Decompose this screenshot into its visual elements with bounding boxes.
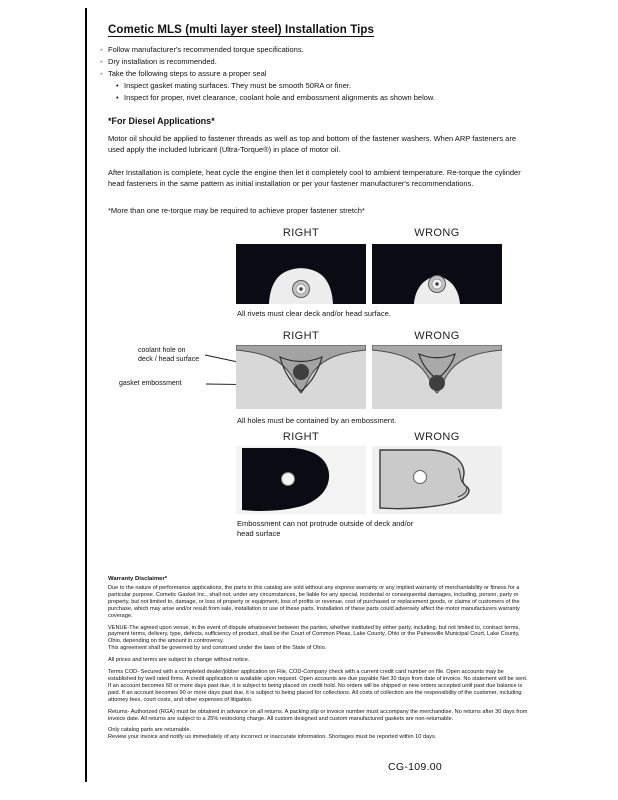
legal-paragraph: Returns- Authorized (RGA) must be obtained in advance on all returns. A packing slip or invoice number must accompany the merchandise. No returns after 30 days from invoice date. All returns are subject to a 25% restocking charge. All custom designed and custom manufactured gaskets are non-returnable. — [108, 708, 528, 722]
legal-paragraph: VENUE-The agreed upon venue, in the event of dispute whatsoever between the parties, whether instituted by either party, including, but not limited to, contract terms, payment terms, delivery, type, defects, sufficiency of product, shall be the Court of Common Pleas, Lake County, Ohio or the Painesville Municipal Court, Lake County, Ohio, depending on the amount in controversy. — [108, 624, 520, 645]
list-item — [100, 68, 530, 80]
legal-paragraph: Only catalog parts are returnable. — [108, 727, 192, 734]
coolant-callout-line1: coolant hole on — [138, 347, 186, 354]
tip-text: Inspect gasket mating surfaces. They must be smooth 50RA or finer. — [124, 81, 352, 90]
gasket-embossment-callout: gasket embossment — [119, 380, 182, 387]
diesel-paragraph-2: After Installation is complete, heat cycle the engine then let it completely cool to ambient temperature. Re-torque the cylinder head fasteners in the same pattern as initial installation or per your fastener manufacturer's recommendations. — [108, 168, 521, 188]
legal-paragraph: Terms COD- Secured with a completed dealer/jobber application on File, COD-Company check with a current credit card number on file. Open accounts may be established by well rated firms. A credit application is available upon request. Open accounts are due payable Net 30 days from date of invoice. No statement will be sent. If an account becomes 60 or more days past due, it is subject to being placed on credit hold. No orders will be shipped or new orders accepted until past due balance is paid. If an account becomes 90 or more days past due, it is subject to being placed for collections. All costs of collection are the responsibility of the customer, including attorney fees, court costs, and other expenses of litigation. — [108, 669, 528, 703]
wrong-label-row3: WRONG — [414, 431, 460, 443]
list-item — [100, 92, 530, 104]
wrong-label-row1: WRONG — [414, 227, 460, 239]
legal-paragraph: Review your invoice and notify us immediately of any incorrect or inaccurate information. Shortages must be reported within 10 days. — [108, 734, 437, 741]
protrusion-right-image — [236, 446, 366, 514]
bullet-marker: ◦ — [100, 69, 103, 78]
coolant-callout-line2: deck / head surface — [138, 356, 200, 363]
row1-caption: All rivets must clear deck and/or head surface. — [237, 309, 391, 318]
wrong-label-row2: WRONG — [414, 330, 460, 342]
list-item — [100, 56, 530, 68]
installation-tips-list — [100, 44, 530, 104]
tip-text: Follow manufacturer's recommended torque specifications. — [108, 45, 304, 54]
list-item — [100, 80, 530, 92]
embossment-right-image — [236, 345, 366, 409]
bullet-marker: ◦ — [100, 45, 103, 54]
row3-caption: Embossment can not protrude outside of deck and/or head surface — [237, 519, 414, 538]
sub-bullet-marker: • — [116, 93, 119, 102]
rivet-right-image — [236, 244, 366, 304]
right-label-row1: RIGHT — [282, 227, 320, 239]
tip-text: Inspect for proper, rivet clearance, coolant hole and embossment alignments as shown below. — [124, 93, 436, 102]
right-label-row3: RIGHT — [282, 431, 320, 443]
rivet-wrong-image — [372, 244, 502, 304]
legal-paragraph: This agreement shall be governed by and construed under the laws of the State of Ohio. — [108, 645, 327, 652]
warranty-disclaimer-heading: Warranty Disclaimer* — [108, 576, 168, 582]
legal-paragraph: Due to the nature of performance applications, the parts in this catalog are sold without any express warranty or any implied warranty of merchantability or fitness for a particular purpose. Cometic Gasket Inc., shall not, under any circumstances, be liable for any special, incidental or consequential damages, including, person, party or property, but not limited to, damage, or loss of property or equipment, loss of profits or revenue, cost of purchased or replacement goods, or claims of customers of the purchase, which may arise and/or result from sale, installation or use of these parts. Installation of these parts could adversely affect the motor manufacturers warranty coverage. — [108, 585, 520, 619]
page-spine-line — [85, 8, 87, 782]
page-number: CG-109.00 — [388, 761, 443, 773]
legal-section — [108, 576, 532, 746]
retorque-note: *More than one re-torque may be required to achieve proper fastener stretch* — [108, 206, 365, 215]
tip-text: Take the following steps to assure a proper seal — [108, 69, 267, 78]
list-item — [100, 44, 530, 56]
bullet-marker: ◦ — [100, 57, 103, 66]
embossment-wrong-image — [372, 345, 502, 409]
tip-text: Dry installation is recommended. — [108, 57, 217, 66]
protrusion-wrong-image — [372, 446, 502, 514]
right-label-row2: RIGHT — [282, 330, 320, 342]
diesel-applications-heading: *For Diesel Applications* — [108, 116, 215, 126]
diesel-paragraph-1: Motor oil should be applied to fastener threads as well as top and bottom of the fastener washers. When ARP fasteners are used apply the included lubricant (Ultra-Torque®) in place of motor oil. — [108, 134, 517, 154]
legal-paragraph: All prices and terms are subject to change without notice. — [108, 657, 250, 664]
sub-bullet-marker: • — [116, 81, 119, 90]
row2-caption: All holes must be contained by an embossment. — [237, 416, 397, 425]
page-title: Cometic MLS (multi layer steel) Installation Tips — [108, 24, 375, 36]
coolant-hole-callout — [138, 346, 218, 364]
